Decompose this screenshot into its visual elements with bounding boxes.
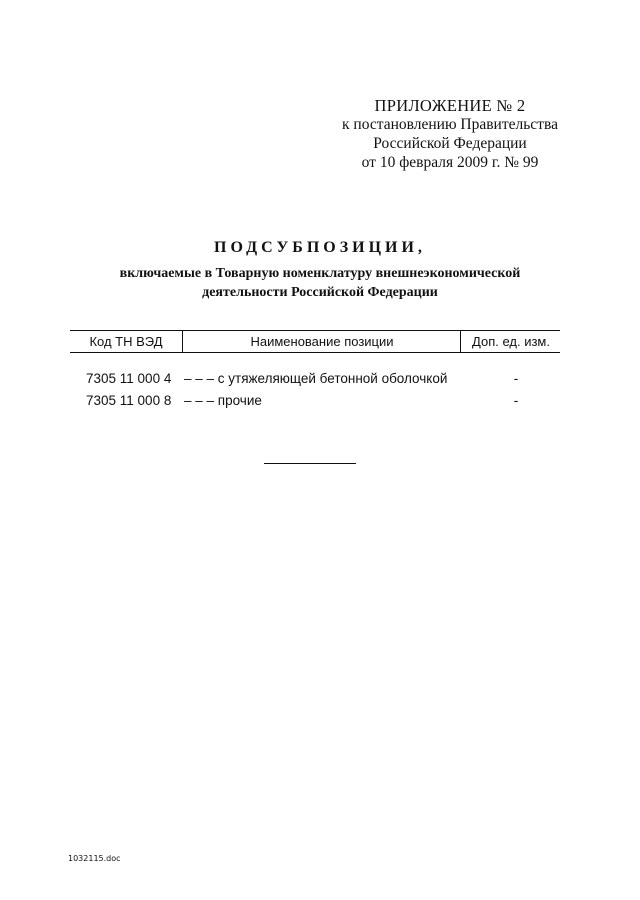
table-body — [70, 369, 560, 413]
annex-line-resolution: к постановлению Правительства — [342, 116, 558, 133]
row-name: – – – с утяжеляющей бетонной оболочкой — [184, 371, 448, 386]
annex-line-date-number: от 10 февраля 2009 г. № 99 — [361, 154, 539, 171]
end-rule-divider — [264, 463, 356, 464]
footer-file-code: 1032115.doc — [68, 854, 121, 863]
row-unit: - — [513, 393, 519, 408]
document-title: ПОДСУБПОЗИЦИИ, — [214, 239, 426, 256]
row-name: – – – прочие — [184, 393, 262, 408]
table-row — [70, 391, 560, 413]
annex-line-federation: Российской Федерации — [373, 135, 527, 152]
table-header — [70, 330, 560, 353]
header-unit: Доп. ед. изм. — [460, 331, 561, 352]
document-subtitle-line-2: деятельности Российской Федерации — [202, 285, 438, 300]
row-code: 7305 11 000 4 — [86, 371, 172, 386]
document-subtitle — [0, 264, 640, 302]
row-unit: - — [513, 371, 519, 386]
header-name-label: Наименование позиции — [250, 334, 394, 349]
document-subtitle-line-1: включаемые в Товарную номенклатуру внешнеэкономической — [119, 266, 521, 281]
table-row — [70, 369, 560, 391]
annex-block — [300, 96, 600, 172]
row-code: 7305 11 000 8 — [86, 393, 172, 408]
header-code: Код ТН ВЭД — [89, 334, 163, 349]
annex-title: ПРИЛОЖЕНИЕ № 2 — [374, 96, 526, 115]
